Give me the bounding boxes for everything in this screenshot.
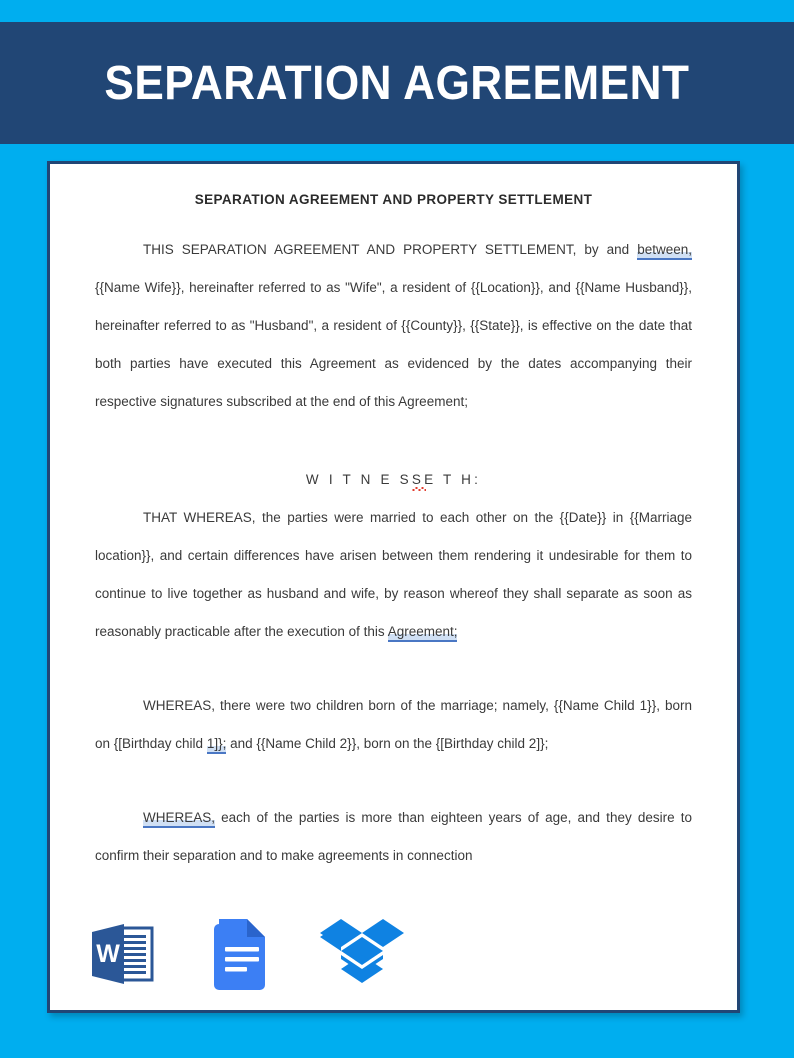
google-docs-icon-glyph [212,917,272,991]
paragraph-recitals-parties [95,231,692,421]
paragraph-text-part: and {{Name Child 2}}, born on the {[Birthday child 2]}; [226,736,549,751]
witnesseth-text-part: W I T N E S [305,472,412,487]
page-title: SEPARATION AGREEMENT [104,56,690,110]
google-docs-icon[interactable] [200,912,284,996]
tracked-change-whereas: WHEREAS, [143,810,215,828]
paragraph-that-whereas-married [95,499,692,651]
spellcheck-mark-witnesseth: S [411,472,425,487]
dropbox-icon[interactable] [320,912,404,996]
page-header-banner [0,22,794,144]
tracked-change-between: between, [637,242,692,260]
microsoft-word-icon-glyph [86,918,158,990]
svg-text:W: W [96,940,120,968]
paragraph-whereas-children [95,687,692,763]
file-format-icon-row [80,912,404,996]
microsoft-word-icon[interactable] [80,912,164,996]
witnesseth-heading [95,461,692,499]
paragraph-text-part: THAT WHEREAS, the parties were married to each other on the {{Date}} in {{Marriage location}}, and certain differences have arisen between them rendering it undesirable for them to continue to live together as husband and wife, by reason whereof they shall separate as soon as reasonably practicable after the execution of this [95,510,692,639]
dropbox-icon-glyph [320,915,404,993]
document-preview-page[interactable] [47,161,740,1013]
tracked-change-birthday-child-1: 1]}; [207,736,227,754]
document-content [50,164,737,875]
paragraph-text-part: THIS SEPARATION AGREEMENT AND PROPERTY SETTLEMENT, by and [143,242,638,257]
paragraph-text-part: each of the parties is more than eighteen years of age, and they desire to confirm their separation and to make agreements in connection [95,810,692,863]
paragraph-whereas-age [95,799,692,875]
document-heading: SEPARATION AGREEMENT AND PROPERTY SETTLEMENT [194,192,593,207]
witnesseth-text-part: E T H: [424,472,482,487]
paragraph-text-part: WHEREAS, there were two children born of the marriage; namely, {{Name Child 1}}, born on {[Birthday child [95,698,692,751]
tracked-change-agreement: Agreement; [388,624,458,642]
paragraph-text-part: {{Name Wife}}, hereinafter referred to as "Wife", a resident of {{Location}}, and {{Name Husband}}, hereinafter referred to as "Husband", a resident of {{County}}, {{State}}, is effective on the date that both parties have executed this Agreement as evidenced by the dates accompanying their respective signatures subscribed at the end of this Agreement; [95,280,692,409]
